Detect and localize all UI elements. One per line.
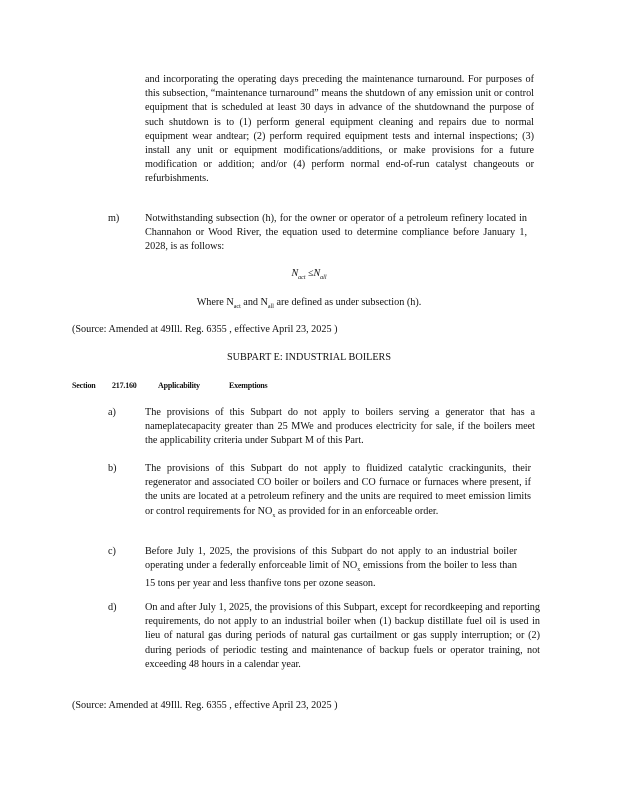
item-m-label: m) bbox=[108, 213, 120, 224]
section-heading bbox=[72, 381, 267, 390]
item-b-text-post: as provided for in an enforceable order. bbox=[275, 505, 439, 517]
item-d-text: On and after July 1, 2025, the provisions of this Subpart, except for recordkeeping and reporting requirements, do not apply to an industrial boiler when (1) backup distillate fuel oil is used in lieu of natural gas during periods of natural gas curtailment or gas supply interruption; or (2) during periods of periodic testing and maintenance of backup fuels or operator training, not exceeding 48 hours in a calendar year. bbox=[145, 602, 540, 670]
source-note-2: (Source: Amended at 49Ill. Reg. 6355 , effective April 23, 2025 ) bbox=[72, 700, 338, 711]
item-b-text bbox=[145, 462, 531, 523]
section-number: 217.160 bbox=[112, 381, 137, 390]
where-pre: Where N bbox=[196, 297, 234, 308]
compliance-equation bbox=[0, 268, 618, 281]
item-c-text-pre: Before July 1, 2025, the provisions of this Subpart do not apply to an industrial boiler operating under a federally enforceable limit of NO bbox=[145, 546, 517, 572]
section-title-applicability: Applicability bbox=[158, 381, 200, 390]
section-label: Section bbox=[72, 381, 96, 390]
item-b-text-pre: The provisions of this Subpart do not apply to fluidized catalytic crackingunits, their regenerator and associated CO boiler or boilers and CO furnace or furnaces where present, if the units are located at a petroleum refinery and the units are required to meet emission limits or control requirements for NO bbox=[145, 463, 531, 517]
paragraph-continuation: and incorporating the operating days preceding the maintenance turnaround. For purposes of this subsection, “maintenance turnaround” means the shutdown of any emission unit or control equipment that is scheduled at least 30 days in advance of the shutdownand the purpose of such shutdown is to (1) perform general equipment cleaning and repairs due to normal equipment wear andtear; (2) perform required equipment tests and internal inspections; (3) install any unit or equipment modifications/additions, or make provisions for a future modification or addition; and/or (4) perform normal end-of-run catalyst changeouts or refurbishments. bbox=[145, 74, 534, 185]
item-c-text bbox=[145, 545, 517, 592]
item-c-text-post: emissions from the boiler to less than 15 tons per year and less thanfive tons per ozone season. bbox=[145, 560, 517, 590]
equation-lhs-sub: act bbox=[298, 275, 306, 281]
item-d-label: d) bbox=[108, 602, 117, 613]
where-line bbox=[0, 296, 618, 314]
where-mid: and N bbox=[240, 297, 268, 308]
where-post: are defined as under subsection (h). bbox=[273, 297, 422, 308]
where-sub-all: all bbox=[267, 304, 274, 311]
item-b-label: b) bbox=[108, 463, 117, 474]
source-note-1: (Source: Amended at 49Ill. Reg. 6355 , effective April 23, 2025 ) bbox=[72, 324, 338, 335]
item-c-sub: x bbox=[357, 567, 361, 574]
equation-operator: ≤N bbox=[308, 268, 321, 279]
where-sub-act: act bbox=[233, 304, 241, 311]
section-title-exemptions: Exemptions bbox=[229, 381, 268, 390]
subpart-title: SUBPART E: INDUSTRIAL BOILERS bbox=[226, 352, 391, 363]
item-m-text: Notwithstanding subsection (h), for the owner or operator of a petroleum refinery located in Channahon or Wood River, the equation used to determine compliance before January 1, 2028, is as follows: bbox=[145, 213, 527, 253]
item-b-sub: x bbox=[272, 512, 276, 519]
item-c-label: c) bbox=[108, 546, 116, 557]
item-a-text: The provisions of this Subpart do not apply to boilers serving a generator that has a nameplatecapacity greater than 25 MWe and produces electricity for sale, if the boilers meet the applicability criteria under Subpart M of this Part. bbox=[145, 407, 535, 447]
equation-rhs-sub: all bbox=[320, 275, 327, 281]
equation-lhs: N bbox=[291, 268, 299, 279]
item-a-label: a) bbox=[108, 407, 116, 418]
